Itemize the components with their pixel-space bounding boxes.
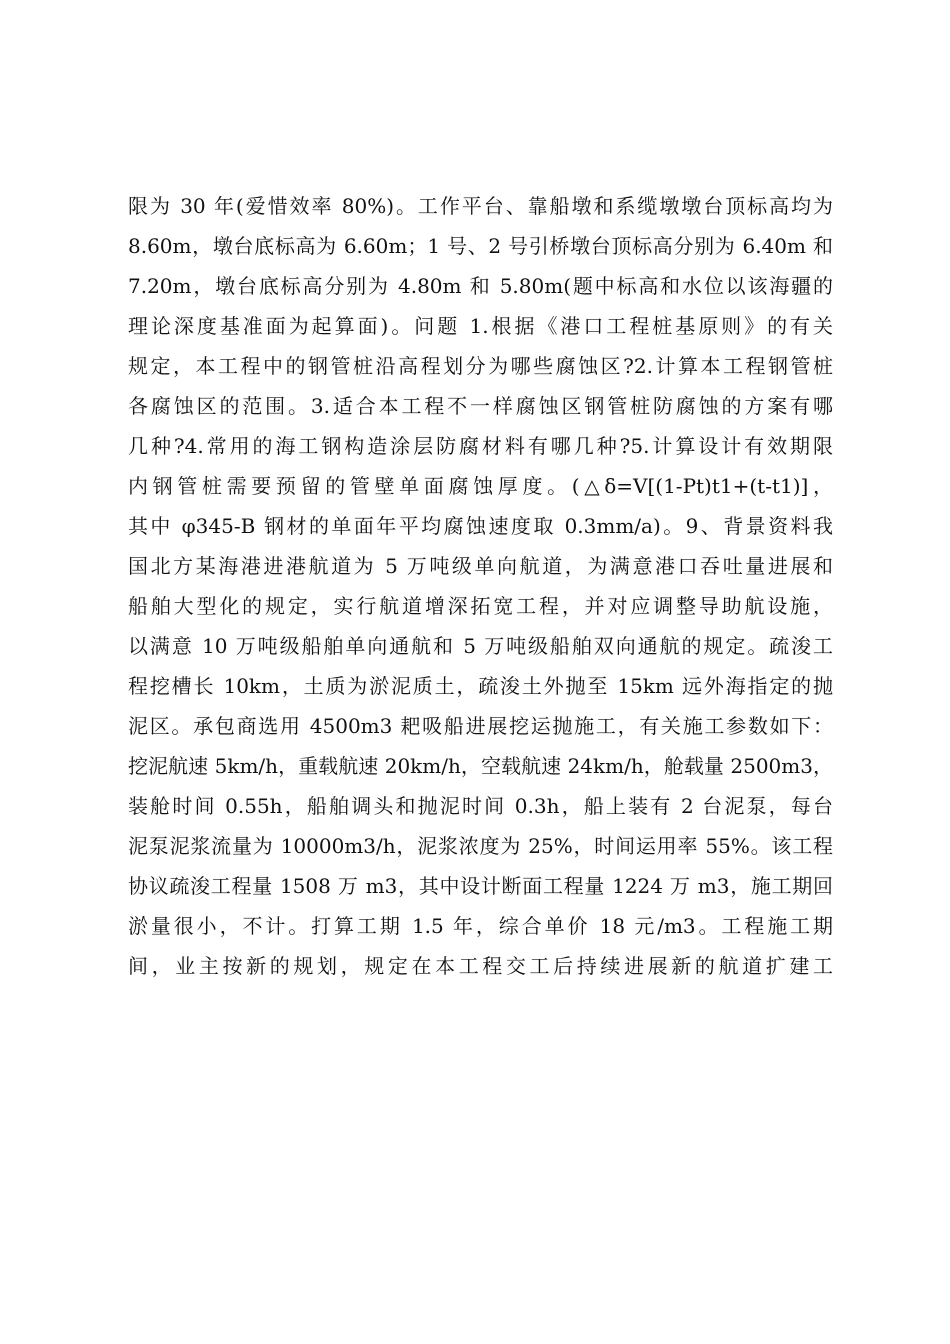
text-line: 国北方某海港进港航道为 5 万吨级单向航道，为满意港口吞吐量进展和 — [128, 554, 833, 578]
text-line: 以满意 10 万吨级船舶单向通航和 5 万吨级船舶双向通航的规定。疏浚工 — [128, 634, 833, 658]
text-line: 理论深度基准面为起算面)。问题 1.根据《港口工程桩基原则》的有关 — [128, 314, 833, 338]
text-line: 其中 φ345-B 钢材的单面年平均腐蚀速度取 0.3mm/a)。9、背景资料我 — [128, 514, 833, 538]
text-line: 8.60m，墩台底标高为 6.60m；1 号、2 号引桥墩台顶标高分别为 6.40m 和 — [128, 234, 833, 258]
text-line: 内钢管桩需要预留的管壁单面腐蚀厚度。(△δ=V[(1-Pt)t1+(t-t1)]， — [128, 474, 833, 498]
text-line: 限为 30 年(爱惜效率 80%)。工作平台、靠船墩和系缆墩墩台顶标高均为 — [128, 194, 833, 218]
text-line: 泥泵泥浆流量为 10000m3/h，泥浆浓度为 25%，时间运用率 55%。该工程 — [128, 834, 833, 858]
text-line: 船舶大型化的规定，实行航道增深拓宽工程，并对应调整导助航设施， — [128, 594, 833, 618]
text-line: 泥区。承包商选用 4500m3 耙吸船进展挖运抛施工，有关施工参数如下： — [128, 714, 833, 738]
text-line: 装舱时间 0.55h，船舶调头和抛泥时间 0.3h，船上装有 2 台泥泵，每台 — [128, 794, 833, 818]
text-line: 各腐蚀区的范围。3.适合本工程不一样腐蚀区钢管桩防腐蚀的方案有哪 — [128, 394, 833, 418]
text-line: 7.20m，墩台底标高分别为 4.80m 和 5.80m(题中标高和水位以该海疆的 — [128, 274, 833, 298]
body-text — [128, 186, 833, 986]
text-line: 规定，本工程中的钢管桩沿高程划分为哪些腐蚀区?2.计算本工程钢管桩 — [128, 354, 833, 378]
text-line: 挖泥航速 5km/h，重载航速 20km/h，空载航速 24km/h，舱载量 2500m3， — [128, 754, 833, 778]
text-line: 程挖槽长 10km，土质为淤泥质土，疏浚土外抛至 15km 远外海指定的抛 — [128, 674, 833, 698]
text-line: 协议疏浚工程量 1508 万 m3，其中设计断面工程量 1224 万 m3，施工期回 — [128, 874, 833, 898]
text-line: 间，业主按新的规划，规定在本工程交工后持续进展新的航道扩建工 — [128, 954, 833, 978]
text-line: 淤量很小，不计。打算工期 1.5 年，综合单价 18 元/m3。工程施工期 — [128, 914, 833, 938]
text-line: 几种?4.常用的海工钢构造涂层防腐材料有哪几种?5.计算设计有效期限 — [128, 434, 833, 458]
